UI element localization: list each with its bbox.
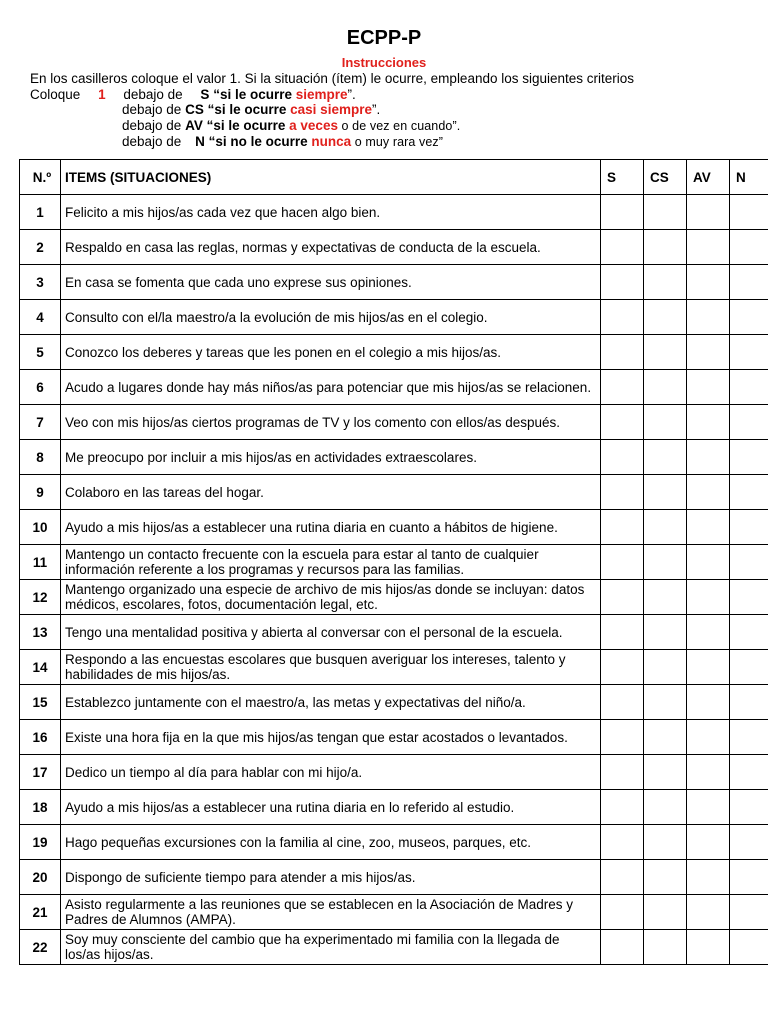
- answer-cell-cs[interactable]: [644, 370, 687, 405]
- table-row: [20, 895, 768, 930]
- table-row: [20, 825, 768, 860]
- criterion-post: ”.: [347, 87, 356, 102]
- answer-cell-n[interactable]: [730, 615, 768, 650]
- item-text: Veo con mis hijos/as ciertos programas de TV y los comento con ellos/as después.: [61, 405, 601, 440]
- answer-cell-n[interactable]: [730, 195, 768, 230]
- answer-cell-av[interactable]: [687, 265, 730, 300]
- item-number: 8: [20, 440, 61, 475]
- answer-cell-cs[interactable]: [644, 720, 687, 755]
- table-row: [20, 230, 768, 265]
- answer-cell-n[interactable]: [730, 370, 768, 405]
- answer-cell-av[interactable]: [687, 545, 730, 580]
- table-row: [20, 195, 768, 230]
- answer-cell-cs[interactable]: [644, 265, 687, 300]
- item-text: Felicito a mis hijos/as cada vez que hacen algo bien.: [61, 195, 601, 230]
- item-number: 4: [20, 300, 61, 335]
- item-text: Acudo a lugares donde hay más niños/as para potenciar que mis hijos/as se relacionen.: [61, 370, 601, 405]
- answer-cell-av[interactable]: [687, 615, 730, 650]
- table-header-row: [20, 160, 768, 195]
- item-text: Ayudo a mis hijos/as a establecer una rutina diaria en lo referido al estudio.: [61, 790, 601, 825]
- answer-cell-s[interactable]: [601, 440, 644, 475]
- item-text: Ayudo a mis hijos/as a establecer una rutina diaria en cuanto a hábitos de higiene.: [61, 510, 601, 545]
- debajo-de-label: debajo de: [122, 102, 182, 117]
- table-row: [20, 720, 768, 755]
- criterion-code: S: [200, 87, 210, 102]
- item-text: Consulto con el/la maestro/a la evolución de mis hijos/as en el colegio.: [61, 300, 601, 335]
- criterion-code: N: [195, 134, 205, 149]
- item-number: 14: [20, 650, 61, 685]
- answer-cell-av[interactable]: [687, 860, 730, 895]
- answer-cell-av[interactable]: [687, 650, 730, 685]
- item-number: 20: [20, 860, 61, 895]
- item-text: Me preocupo por incluir a mis hijos/as en actividades extraescolares.: [61, 440, 601, 475]
- header-s: S: [601, 160, 644, 195]
- answer-cell-av[interactable]: [687, 405, 730, 440]
- table-row: [20, 440, 768, 475]
- answer-cell-n[interactable]: [730, 650, 768, 685]
- answer-cell-s[interactable]: [601, 370, 644, 405]
- debajo-de-label: debajo de: [123, 87, 183, 102]
- item-text: Soy muy consciente del cambio que ha experimentado mi familia con la llegada de los/as hijos/as.: [61, 930, 601, 965]
- table-row: [20, 335, 768, 370]
- answer-cell-s[interactable]: [601, 405, 644, 440]
- answer-cell-cs[interactable]: [644, 230, 687, 265]
- answer-cell-n[interactable]: [730, 510, 768, 545]
- table-row: [20, 930, 768, 965]
- answer-cell-cs[interactable]: [644, 755, 687, 790]
- item-number: 3: [20, 265, 61, 300]
- answer-cell-s[interactable]: [601, 860, 644, 895]
- table-row: [20, 650, 768, 685]
- item-text: Colaboro en las tareas del hogar.: [61, 475, 601, 510]
- criterion-emph: a veces: [289, 118, 338, 133]
- answer-cell-cs[interactable]: [644, 195, 687, 230]
- answer-cell-cs[interactable]: [644, 825, 687, 860]
- item-number: 6: [20, 370, 61, 405]
- answer-cell-av[interactable]: [687, 895, 730, 930]
- answer-cell-cs[interactable]: [644, 930, 687, 965]
- item-text: En casa se fomenta que cada uno exprese sus opiniones.: [61, 265, 601, 300]
- answer-cell-av[interactable]: [687, 475, 730, 510]
- criterion-av: [122, 118, 460, 134]
- table-row: [20, 580, 768, 615]
- items-table: [19, 159, 768, 965]
- answer-cell-av[interactable]: [687, 720, 730, 755]
- item-number: 16: [20, 720, 61, 755]
- answer-cell-s[interactable]: [601, 545, 644, 580]
- table-row: [20, 685, 768, 720]
- answer-cell-cs[interactable]: [644, 895, 687, 930]
- item-number: 9: [20, 475, 61, 510]
- table-row: [20, 615, 768, 650]
- answer-cell-av[interactable]: [687, 440, 730, 475]
- answer-cell-cs[interactable]: [644, 335, 687, 370]
- table-row: [20, 405, 768, 440]
- criterion-pre: “si le ocurre: [206, 118, 290, 133]
- answer-cell-av[interactable]: [687, 790, 730, 825]
- answer-cell-cs[interactable]: [644, 615, 687, 650]
- table-row: [20, 545, 768, 580]
- item-number: 15: [20, 685, 61, 720]
- answer-cell-cs[interactable]: [644, 300, 687, 335]
- answer-cell-s[interactable]: [601, 510, 644, 545]
- item-number: 17: [20, 755, 61, 790]
- answer-cell-s[interactable]: [601, 335, 644, 370]
- answer-cell-cs[interactable]: [644, 475, 687, 510]
- criterion-code: CS: [185, 102, 204, 117]
- answer-cell-cs[interactable]: [644, 685, 687, 720]
- answer-cell-cs[interactable]: [644, 650, 687, 685]
- answer-cell-n[interactable]: [730, 755, 768, 790]
- answer-cell-s[interactable]: [601, 475, 644, 510]
- answer-cell-s[interactable]: [601, 230, 644, 265]
- item-number: 11: [20, 545, 61, 580]
- item-text: Conozco los deberes y tareas que les ponen en el colegio a mis hijos/as.: [61, 335, 601, 370]
- answer-cell-n[interactable]: [730, 545, 768, 580]
- answer-cell-s[interactable]: [601, 300, 644, 335]
- answer-cell-n[interactable]: [730, 580, 768, 615]
- answer-cell-s[interactable]: [601, 825, 644, 860]
- answer-cell-s[interactable]: [601, 895, 644, 930]
- answer-cell-n[interactable]: [730, 825, 768, 860]
- item-text: Hago pequeñas excursiones con la familia al cine, zoo, museos, parques, etc.: [61, 825, 601, 860]
- instructions-line1: En los casilleros coloque el valor 1. Si la situación (ítem) le ocurre, empleando los siguientes criterios: [30, 71, 635, 86]
- answer-cell-av[interactable]: [687, 510, 730, 545]
- item-text: Existe una hora fija en la que mis hijos/as tengan que estar acostados o levantados.: [61, 720, 601, 755]
- instructions-heading: Instrucciones: [341, 55, 427, 70]
- answer-cell-n[interactable]: [730, 790, 768, 825]
- header-num: N.º: [20, 160, 61, 195]
- item-text: Respondo a las encuestas escolares que busquen averiguar los intereses, talento y habilidades de mis hijos/as.: [61, 650, 601, 685]
- answer-cell-s[interactable]: [601, 790, 644, 825]
- answer-cell-s[interactable]: [601, 930, 644, 965]
- answer-cell-cs[interactable]: [644, 440, 687, 475]
- item-text: Dispongo de suficiente tiempo para atender a mis hijos/as.: [61, 860, 601, 895]
- answer-cell-av[interactable]: [687, 755, 730, 790]
- item-text: Mantengo organizado una especie de archivo de mis hijos/as donde se incluyan: datos médicos, escolares, fotos, documentación legal, etc.: [61, 580, 601, 615]
- answer-cell-s[interactable]: [601, 580, 644, 615]
- answer-cell-av[interactable]: [687, 930, 730, 965]
- item-number: 12: [20, 580, 61, 615]
- item-text: Respaldo en casa las reglas, normas y expectativas de conducta de la escuela.: [61, 230, 601, 265]
- answer-cell-cs[interactable]: [644, 405, 687, 440]
- header-n: N: [730, 160, 768, 195]
- criterion-pre: “si le ocurre: [207, 102, 291, 117]
- item-number: 18: [20, 790, 61, 825]
- item-number: 19: [20, 825, 61, 860]
- answer-cell-n[interactable]: [730, 405, 768, 440]
- item-number: 22: [20, 930, 61, 965]
- item-number: 5: [20, 335, 61, 370]
- item-text: Tengo una mentalidad positiva y abierta al conversar con el personal de la escuela.: [61, 615, 601, 650]
- criterion-post: ”.: [371, 102, 381, 117]
- answer-cell-n[interactable]: [730, 300, 768, 335]
- table-row: [20, 510, 768, 545]
- header-items: ITEMS (SITUACIONES): [61, 160, 601, 195]
- answer-cell-cs[interactable]: [644, 860, 687, 895]
- answer-cell-s[interactable]: [601, 615, 644, 650]
- debajo-de-label: debajo de: [122, 134, 182, 149]
- answer-cell-n[interactable]: [730, 265, 768, 300]
- item-text: Dedico un tiempo al día para hablar con mi hijo/a.: [61, 755, 601, 790]
- document-title: ECPP-P: [346, 27, 422, 49]
- criterion-emph: nunca: [311, 134, 352, 149]
- answer-cell-s[interactable]: [601, 195, 644, 230]
- table-row: [20, 860, 768, 895]
- item-text: Asisto regularmente a las reuniones que se establecen en la Asociación de Madres y Padres de Alumnos (AMPA).: [61, 895, 601, 930]
- answer-cell-av[interactable]: [687, 370, 730, 405]
- table-row: [20, 790, 768, 825]
- answer-cell-n[interactable]: [730, 230, 768, 265]
- criterion-pre: “si no le ocurre: [208, 134, 312, 149]
- answer-cell-n[interactable]: [730, 860, 768, 895]
- answer-cell-av[interactable]: [687, 580, 730, 615]
- item-number: 2: [20, 230, 61, 265]
- answer-cell-n[interactable]: [730, 685, 768, 720]
- item-number: 21: [20, 895, 61, 930]
- criterion-pre: “si le ocurre: [213, 87, 296, 102]
- criterion-s: [30, 87, 356, 103]
- item-text: Mantengo un contacto frecuente con la escuela para estar al tanto de cualquier información referente a los programas y recursos para las familias.: [61, 545, 601, 580]
- criterion-emph: siempre: [295, 87, 348, 102]
- criterion-code: AV: [185, 118, 203, 133]
- answer-cell-n[interactable]: [730, 475, 768, 510]
- coloque-value: 1: [98, 87, 106, 102]
- table-row: [20, 475, 768, 510]
- table-row: [20, 370, 768, 405]
- answer-cell-av[interactable]: [687, 195, 730, 230]
- item-number: 7: [20, 405, 61, 440]
- answer-cell-s[interactable]: [601, 685, 644, 720]
- answer-cell-cs[interactable]: [644, 580, 687, 615]
- criterion-post: o muy rara vez”: [351, 135, 444, 149]
- criterion-post: o de vez en cuando”.: [337, 119, 461, 133]
- coloque-label: Coloque: [30, 87, 81, 102]
- answer-cell-cs[interactable]: [644, 790, 687, 825]
- header-av: AV: [687, 160, 730, 195]
- item-number: 13: [20, 615, 61, 650]
- answer-cell-av[interactable]: [687, 300, 730, 335]
- table-row: [20, 300, 768, 335]
- answer-cell-s[interactable]: [601, 755, 644, 790]
- answer-cell-n[interactable]: [730, 335, 768, 370]
- debajo-de-label: debajo de: [122, 118, 182, 133]
- answer-cell-av[interactable]: [687, 685, 730, 720]
- table-row: [20, 265, 768, 300]
- answer-cell-n[interactable]: [730, 720, 768, 755]
- item-text: Establezco juntamente con el maestro/a, las metas y expectativas del niño/a.: [61, 685, 601, 720]
- answer-cell-n[interactable]: [730, 895, 768, 930]
- criterion-emph: casi siempre: [290, 102, 372, 117]
- answer-cell-cs[interactable]: [644, 545, 687, 580]
- answer-cell-s[interactable]: [601, 650, 644, 685]
- criterion-n: [122, 134, 443, 150]
- answer-cell-n[interactable]: [730, 930, 768, 965]
- table-row: [20, 755, 768, 790]
- item-number: 1: [20, 195, 61, 230]
- answer-cell-av[interactable]: [687, 230, 730, 265]
- answer-cell-s[interactable]: [601, 720, 644, 755]
- answer-cell-av[interactable]: [687, 825, 730, 860]
- answer-cell-cs[interactable]: [644, 510, 687, 545]
- criterion-cs: [122, 102, 380, 118]
- answer-cell-av[interactable]: [687, 335, 730, 370]
- item-number: 10: [20, 510, 61, 545]
- header-cs: CS: [644, 160, 687, 195]
- answer-cell-s[interactable]: [601, 265, 644, 300]
- answer-cell-n[interactable]: [730, 440, 768, 475]
